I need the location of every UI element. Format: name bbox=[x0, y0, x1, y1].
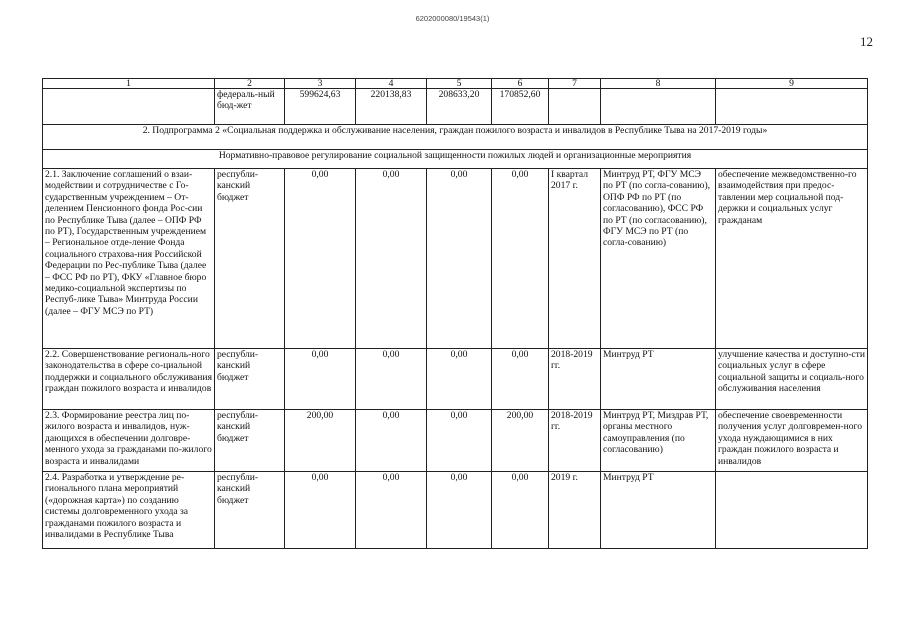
cell-executors: Минтруд РТ, Миздрав РТ, органы местного самоуправления (по согласованию) bbox=[601, 410, 716, 472]
cell-term bbox=[549, 89, 601, 125]
cell-value-col3: 0,00 bbox=[285, 349, 356, 410]
cell-budget: республи-канский бюджет bbox=[215, 349, 285, 410]
cell-value-col5: 208633,20 bbox=[427, 89, 492, 125]
cell-value-col6: 0,00 bbox=[492, 472, 549, 549]
subsection-title: Нормативно-правовое регулирование социальной защищенности пожилых людей и организационные мероприятия bbox=[43, 150, 868, 169]
cell-value-col3: 0,00 bbox=[285, 472, 356, 549]
cell-value-col4: 0,00 bbox=[356, 410, 427, 472]
cell-value-col4: 220138,83 bbox=[356, 89, 427, 125]
column-number: 1 bbox=[43, 79, 215, 89]
cell-result bbox=[716, 89, 868, 125]
cell-budget: федераль-ный бюд-жет bbox=[215, 89, 285, 125]
cell-executors: Минтруд РТ, ФГУ МСЭ по РТ (по согла-сованию), ОПФ РФ по РТ (по согласованию), ФСС РФ по РТ (по согласованию), ФГУ МСЭ по РТ (по согла-сованию) bbox=[601, 169, 716, 349]
cell-value-col4: 0,00 bbox=[356, 349, 427, 410]
cell-value-col6: 0,00 bbox=[492, 169, 549, 349]
cell-value-col3: 0,00 bbox=[285, 169, 356, 349]
cell-term: 2019 г. bbox=[549, 472, 601, 549]
column-number: 3 bbox=[285, 79, 356, 89]
cell-value-col4: 0,00 bbox=[356, 472, 427, 549]
table-row bbox=[43, 472, 868, 549]
section-title-row bbox=[43, 125, 868, 150]
cell-name: 2.3. Формирование реестра лиц по-жилого возраста и инвалидов, нуж-дающихся в обеспечении долговре-менного ухода за гражданами по-жилого возраста и инвалидами bbox=[43, 410, 215, 472]
column-number: 6 bbox=[492, 79, 549, 89]
cell-budget: республи-канский бюджет bbox=[215, 472, 285, 549]
cell-executors: Минтруд РТ bbox=[601, 472, 716, 549]
cell-value-col6: 0,00 bbox=[492, 349, 549, 410]
table-row bbox=[43, 349, 868, 410]
cell-result: обеспечение межведомственно-го взаимодействия при предос-тавлении мер социальной под-держки и социальных услуг гражданам bbox=[716, 169, 868, 349]
cell-value-col3: 200,00 bbox=[285, 410, 356, 472]
cell-value-col4: 0,00 bbox=[356, 169, 427, 349]
cell-executors bbox=[601, 89, 716, 125]
column-number: 2 bbox=[215, 79, 285, 89]
cell-budget: республи-канский бюджет bbox=[215, 169, 285, 349]
cell-term: I квартал 2017 г. bbox=[549, 169, 601, 349]
subsection-title-row bbox=[43, 150, 868, 169]
document-id: 6202000080/19543(1) bbox=[415, 14, 490, 23]
cell-result: улучшение качества и доступно-сти социальных услуг в сфере социальной защиты и социаль-ного обслуживания населения bbox=[716, 349, 868, 410]
column-number: 8 bbox=[601, 79, 716, 89]
cell-name bbox=[43, 89, 215, 125]
section-title: 2. Подпрограмма 2 «Социальная поддержка и обслуживание населения, граждан пожилого возраста и инвалидов в Республике Тыва на 2017-2019 годы» bbox=[43, 125, 868, 150]
cell-name: 2.1. Заключение соглашений о взаи-модействии и сотрудничестве с Го-сударственным учреждением – От-делением Пенсионного фонда Рос-сии по Республике Тыва (далее – ОПФ РФ по РТ), Государственным учреждением – Региональное отде-ление Фонда социального страхова-ния Российской Федерации по Рес-публике Тыва (далее – ФСС РФ по РТ), ФКУ «Главное бюро медико-социальной экспертизы по Респуб-лике Тыва» Минтруда России (далее – ФГУ МСЭ по РТ) bbox=[43, 169, 215, 349]
cell-value-col6: 170852,60 bbox=[492, 89, 549, 125]
cell-value-col5: 0,00 bbox=[427, 169, 492, 349]
cell-term: 2018-2019 гг. bbox=[549, 410, 601, 472]
cell-budget: республи-канский бюджет bbox=[215, 410, 285, 472]
cell-name: 2.4. Разработка и утверждение ре-гионального плана мероприятий («дорожная карта») по созданию системы долговременного ухода за гражданами пожилого возраста и инвалидами в Республике Тыва bbox=[43, 472, 215, 549]
column-number: 7 bbox=[549, 79, 601, 89]
cell-value-col5: 0,00 bbox=[427, 472, 492, 549]
cell-value-col5: 0,00 bbox=[427, 349, 492, 410]
column-number-row bbox=[43, 79, 868, 89]
cell-name: 2.2. Совершенствование региональ-ного законодательства в сфере со-циальной поддержки и социального обслуживания граждан пожилого возраста и инвалидов bbox=[43, 349, 215, 410]
cell-result bbox=[716, 472, 868, 549]
page-number: 12 bbox=[860, 34, 873, 49]
column-number: 5 bbox=[427, 79, 492, 89]
table-row bbox=[43, 410, 868, 472]
column-number: 9 bbox=[716, 79, 868, 89]
cell-value-col5: 0,00 bbox=[427, 410, 492, 472]
cell-value-col6: 200,00 bbox=[492, 410, 549, 472]
cell-executors: Минтруд РТ bbox=[601, 349, 716, 410]
column-number: 4 bbox=[356, 79, 427, 89]
table-row bbox=[43, 169, 868, 349]
cell-value-col3: 599624,63 bbox=[285, 89, 356, 125]
cell-result: обеспечение своевременности получения услуг долговремен-ного ухода нуждающимися в них граждан пожилого возраста и инвалидов bbox=[716, 410, 868, 472]
cell-term: 2018-2019 гг. bbox=[549, 349, 601, 410]
program-table bbox=[42, 78, 868, 549]
carry-over-row bbox=[43, 89, 868, 125]
